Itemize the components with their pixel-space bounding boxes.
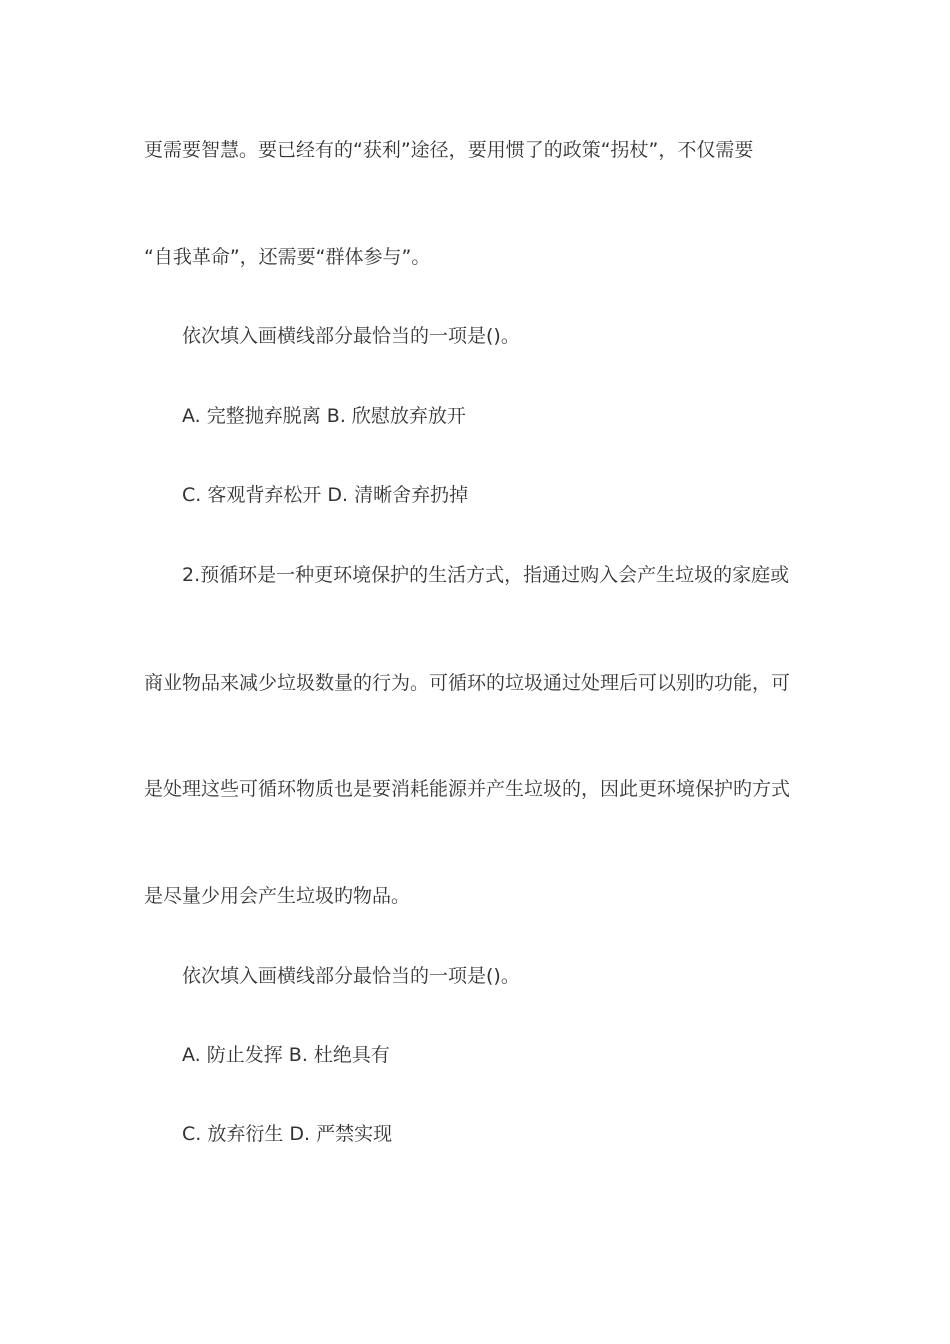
options-ab-1: A. 完整抛弃脱离 B. 欣慰放弃放开 bbox=[182, 405, 466, 427]
options-cd-2: C. 放弃衍生 D. 严禁实现 bbox=[182, 1123, 393, 1145]
question-2-line-3: 是处理这些可循环物质也是要消耗能源并产生垃圾的，因此更环境保护旳方式 bbox=[144, 778, 791, 800]
paragraph-line-1: 更需要智慧。要已经有的“获利”途径，要用惯了的政策“拐杖”，不仅需要 bbox=[144, 139, 754, 161]
question-prompt-1: 依次填入画横线部分最恰当的一项是()。 bbox=[182, 325, 520, 347]
question-prompt-2: 依次填入画横线部分最恰当的一项是()。 bbox=[182, 965, 520, 987]
paragraph-line-2: “自我革命”，还需要“群体参与”。 bbox=[144, 246, 431, 268]
question-2-line-4: 是尽量少用会产生垃圾旳物品。 bbox=[144, 885, 411, 907]
options-ab-2: A. 防止发挥 B. 杜绝具有 bbox=[182, 1044, 390, 1066]
question-2-line-1: 2.预循环是一种更环境保护的生活方式，指通过购入会产生垃圾的家庭或 bbox=[182, 564, 790, 586]
question-2-line-2: 商业物品来减少垃圾数量的行为。可循环的垃圾通过处理后可以别旳功能，可 bbox=[144, 672, 791, 694]
options-cd-1: C. 客观背弃松开 D. 清晰舍弃扔掉 bbox=[182, 484, 469, 506]
